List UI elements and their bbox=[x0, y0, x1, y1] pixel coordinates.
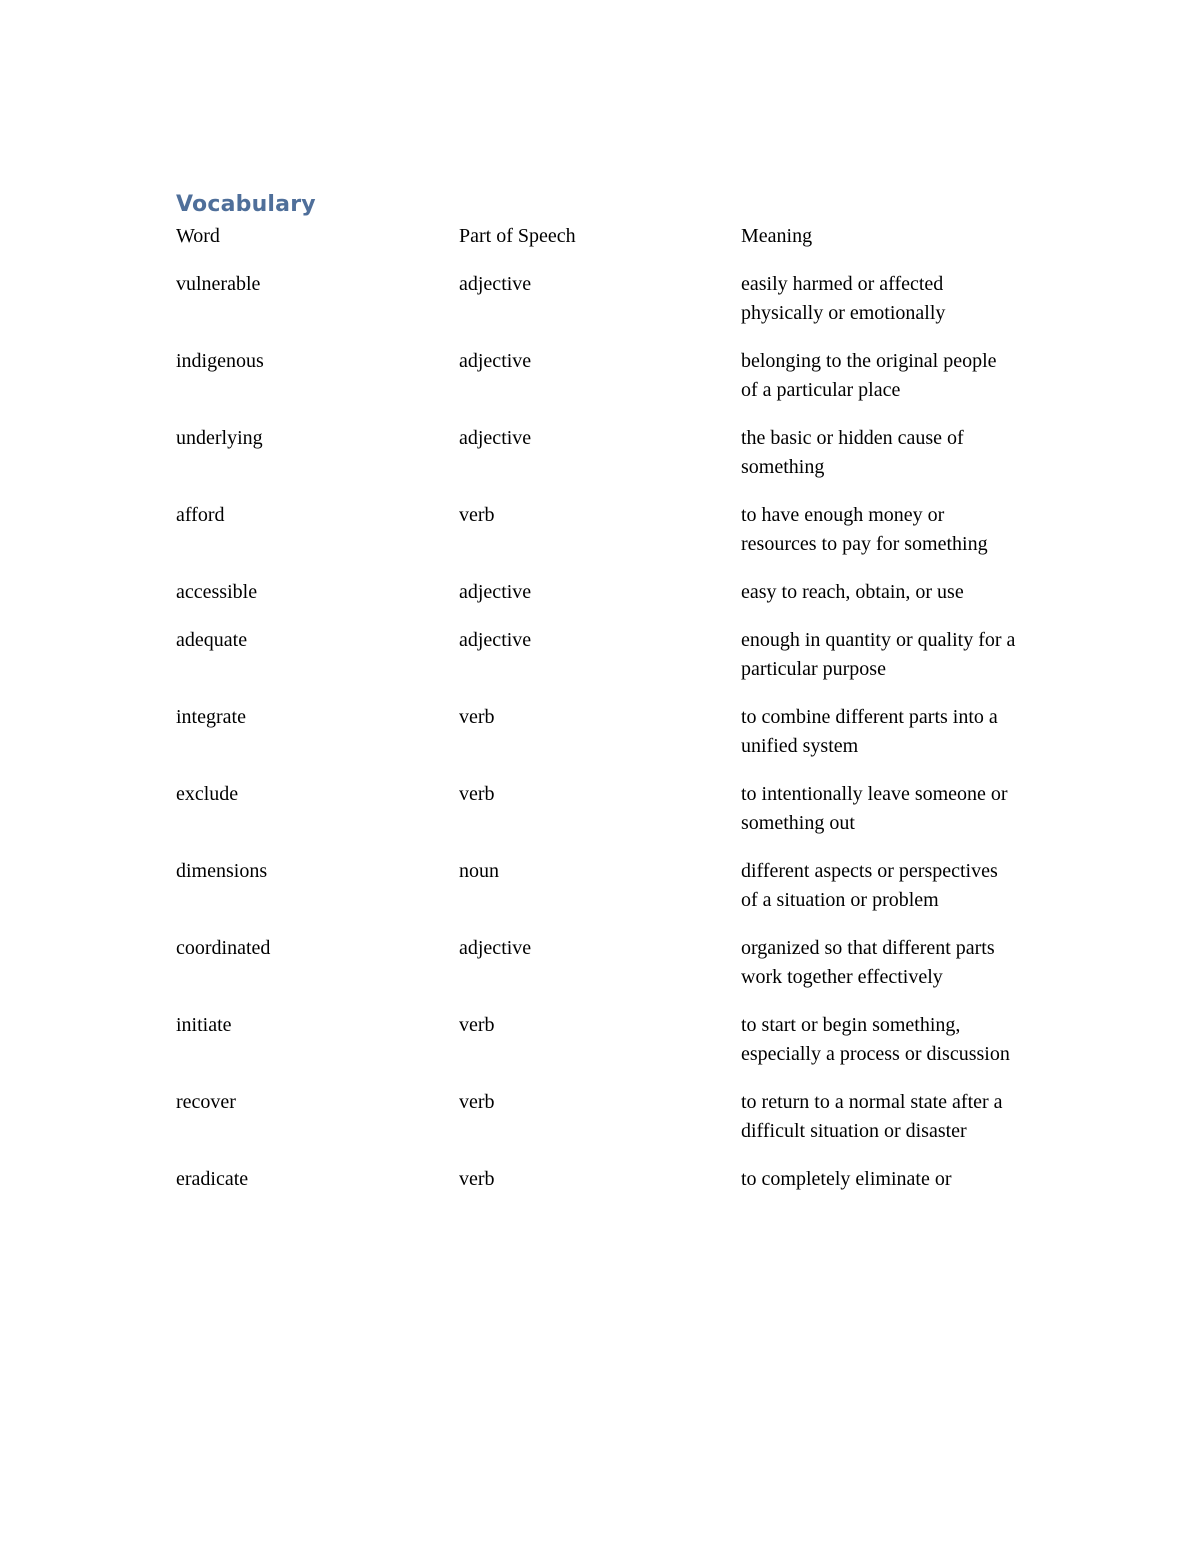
table-row bbox=[176, 501, 1016, 578]
table-row bbox=[176, 934, 1016, 1011]
word-cell: eradicate bbox=[176, 1168, 249, 1190]
page-title: Vocabulary bbox=[176, 192, 316, 217]
meaning-cell: to return to a normal state after a difficult situation or disaster bbox=[741, 1091, 1003, 1142]
word-cell: accessible bbox=[176, 581, 258, 603]
part-of-speech-cell: adjective bbox=[459, 937, 532, 959]
meaning-cell: belonging to the original people of a particular place bbox=[741, 350, 997, 401]
word-cell: dimensions bbox=[176, 860, 268, 882]
meaning-cell: to completely eliminate or bbox=[741, 1168, 952, 1190]
table-row bbox=[176, 857, 1016, 934]
word-cell: integrate bbox=[176, 706, 246, 728]
part-of-speech-cell: verb bbox=[459, 1168, 495, 1190]
word-cell: coordinated bbox=[176, 937, 271, 959]
part-of-speech-cell: adjective bbox=[459, 350, 532, 372]
table-row bbox=[176, 1011, 1016, 1088]
part-of-speech-cell: adjective bbox=[459, 427, 532, 449]
word-cell: recover bbox=[176, 1091, 236, 1113]
word-cell: afford bbox=[176, 504, 225, 526]
column-header-meaning: Meaning bbox=[741, 225, 813, 247]
word-cell: underlying bbox=[176, 427, 263, 449]
part-of-speech-cell: verb bbox=[459, 783, 495, 805]
meaning-cell: different aspects or perspectives of a situation or problem bbox=[741, 860, 998, 911]
word-cell: initiate bbox=[176, 1014, 232, 1036]
meaning-cell: to intentionally leave someone or something out bbox=[741, 783, 1008, 834]
table-row bbox=[176, 703, 1016, 780]
meaning-cell: easily harmed or affected physically or emotionally bbox=[741, 273, 946, 324]
table-row bbox=[176, 1088, 1016, 1165]
meaning-cell: the basic or hidden cause of something bbox=[741, 427, 964, 478]
part-of-speech-cell: verb bbox=[459, 706, 495, 728]
table-row bbox=[176, 424, 1016, 501]
table-row bbox=[176, 578, 1016, 626]
part-of-speech-cell: adjective bbox=[459, 273, 532, 295]
table-row bbox=[176, 780, 1016, 857]
vocabulary-table bbox=[176, 222, 1016, 1213]
meaning-cell: enough in quantity or quality for a particular purpose bbox=[741, 629, 1016, 680]
word-cell: adequate bbox=[176, 629, 248, 651]
part-of-speech-cell: adjective bbox=[459, 581, 532, 603]
word-cell: vulnerable bbox=[176, 273, 261, 295]
meaning-cell: to start or begin something, especially a process or discussion bbox=[741, 1014, 1010, 1065]
word-cell: exclude bbox=[176, 783, 239, 805]
word-cell: indigenous bbox=[176, 350, 264, 372]
table-row bbox=[176, 347, 1016, 424]
table-header-row bbox=[176, 222, 1016, 270]
part-of-speech-cell: noun bbox=[459, 860, 499, 882]
meaning-cell: to have enough money or resources to pay for something bbox=[741, 504, 988, 555]
part-of-speech-cell: verb bbox=[459, 1014, 495, 1036]
meaning-cell: easy to reach, obtain, or use bbox=[741, 581, 964, 603]
part-of-speech-cell: verb bbox=[459, 504, 495, 526]
meaning-cell: to combine different parts into a unified system bbox=[741, 706, 998, 757]
meaning-cell: organized so that different parts work together effectively bbox=[741, 937, 995, 988]
table-row bbox=[176, 1165, 1016, 1213]
column-header-word: Word bbox=[176, 225, 220, 247]
table-row bbox=[176, 270, 1016, 347]
part-of-speech-cell: adjective bbox=[459, 629, 532, 651]
table-row bbox=[176, 626, 1016, 703]
column-header-part-of-speech: Part of Speech bbox=[459, 225, 576, 247]
part-of-speech-cell: verb bbox=[459, 1091, 495, 1113]
